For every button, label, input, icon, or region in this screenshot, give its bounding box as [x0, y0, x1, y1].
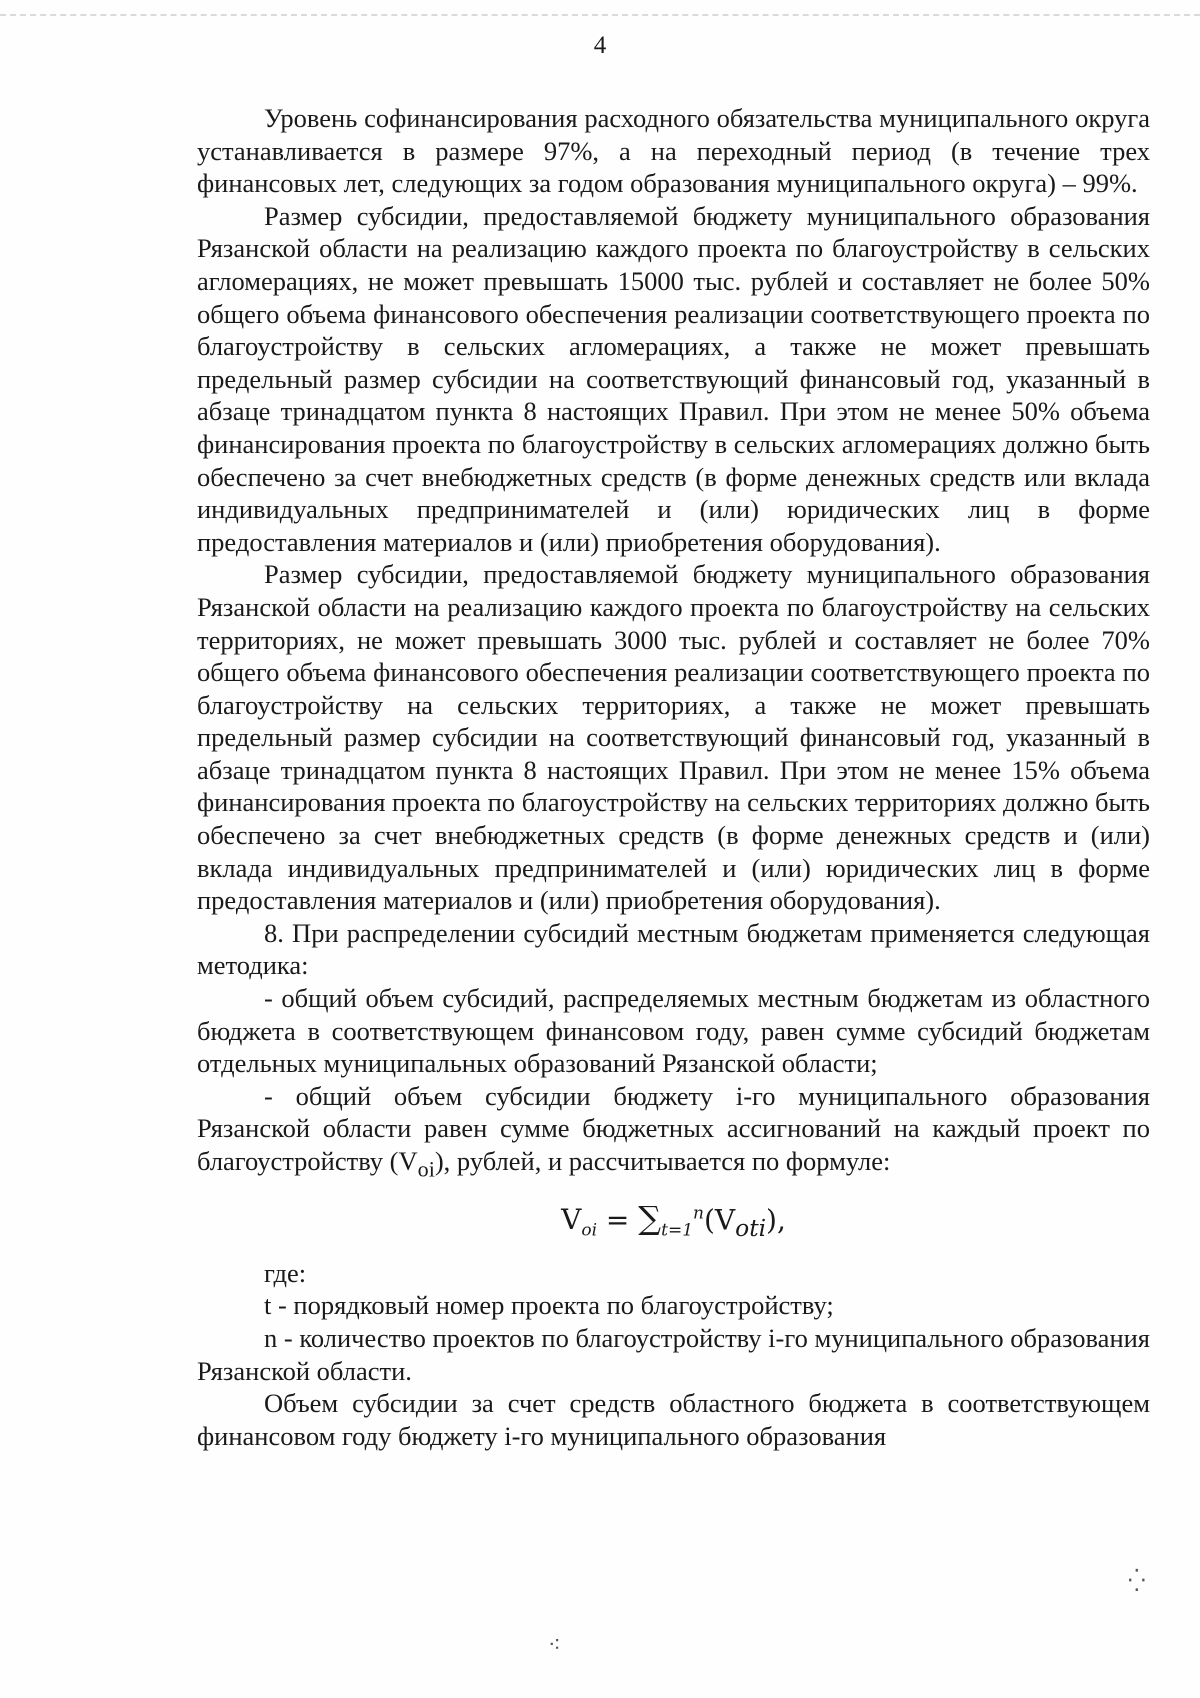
formula-rhs-sub: oti	[735, 1213, 767, 1242]
scan-edge-artifact	[0, 14, 1200, 22]
formula-lhs-base: V	[561, 1203, 582, 1237]
page-number: 4	[593, 32, 607, 59]
paragraph-total-volume: - общий объем субсидий, распределяемых местным бюджетам из областного бюджета в соответствующем финансовом году, равен сумме субсидий бюджетам отдельных муниципальных образований Рязанской области;	[197, 983, 1150, 1079]
definition-n: n - количество проектов по благоустройству i-го муниципального образования Рязанской области.	[197, 1323, 1150, 1386]
formula-intro-text: - общий объем субсидии бюджету i-го муниципального образования Рязанской области равен сумме бюджетных ассигнований на каждый проект по благоустройству (V	[197, 1080, 1150, 1176]
where-label: где:	[264, 1257, 307, 1288]
paragraph-subsidy-volume: Объем субсидии за счет средств областного бюджета в соответствующем финансовом году бюджету i-го муниципального образования	[197, 1388, 1150, 1451]
scan-mark: ⁖	[548, 1632, 561, 1657]
definition-t: t - порядковый номер проекта по благоустройству;	[264, 1290, 834, 1321]
formula	[197, 1196, 1150, 1249]
paragraph-methodology-heading: 8. При распределении субсидий местным бюджетам применяется следующая методика:	[197, 917, 1150, 981]
paragraph-rural-subsidy: Размер субсидии, предоставляемой бюджету муниципального образования Рязанской области на реализацию каждого проекта по благоустройству на сельских территориях, не может превышать 3000 тыс. рублей и составляет не более 70% общего объема финансового обеспечения реализации соответствующего проекта по благоустройству на сельских территориях, а также не может превышать предельный размер субсидии на соответствующий финансовый год, указанный в абзаце тринадцатом пункта 8 настоящих Правил. При этом не менее 15% объема финансирования проекта по благоустройству на сельских территориях должно быть обеспечено за счет внебюджетных средств (в форме денежных средств и (или) вклада индивидуальных предпринимателей и (или) юридических лиц в форме предоставления материалов и (или) приобретения оборудования).	[197, 559, 1150, 916]
formula-equals: =	[597, 1203, 639, 1237]
paragraph-cofinancing: Уровень софинансирования расходного обязательства муниципального округа устанавливается в размере 97%, а на переходный период (в течение трех финансовых лет, следующих за годом образования муниципального округа) – 99%.	[197, 103, 1150, 199]
scan-mark: ⁛	[1128, 1568, 1146, 1593]
formula-lhs-sub: oi	[581, 1220, 598, 1241]
formula-sum	[638, 1199, 704, 1241]
sigma-lower-limit: t=1	[661, 1220, 694, 1241]
document-body	[197, 102, 1150, 1452]
paragraph-agglomeration-subsidy: Размер субсидии, предоставляемой бюджету муниципального образования Рязанской области на реализацию каждого проекта по благоустройству в сельских агломерациях, не может превышать 15000 тыс. рублей и составляет не более 50% общего объема финансового обеспечения реализации соответствующего проекта по благоустройству в сельских агломерациях, а также не может превышать предельный размер субсидии на соответствующий финансовый год, указанный в абзаце тринадцатом пункта 8 настоящих Правил. При этом не менее 50% объема финансирования проекта по благоустройству в сельских агломерациях должно быть обеспечено за счет внебюджетных средств (в форме денежных средств или вклада индивидуальных предпринимателей и (или) юридических лиц в форме предоставления материалов и (или) приобретения оборудования).	[197, 200, 1150, 557]
sigma-symbol: ∑	[638, 1199, 662, 1238]
formula-rhs-close: ),	[766, 1203, 786, 1237]
sigma-upper-limit: n	[693, 1203, 704, 1224]
formula-intro-subscript: oi	[417, 1156, 435, 1182]
formula-lhs	[561, 1203, 598, 1241]
formula-intro-text-end: ), рублей, и рассчитывается по формуле:	[434, 1146, 891, 1176]
formula-rhs-open: (V	[704, 1203, 736, 1237]
paragraph-formula-intro	[197, 1080, 1150, 1186]
